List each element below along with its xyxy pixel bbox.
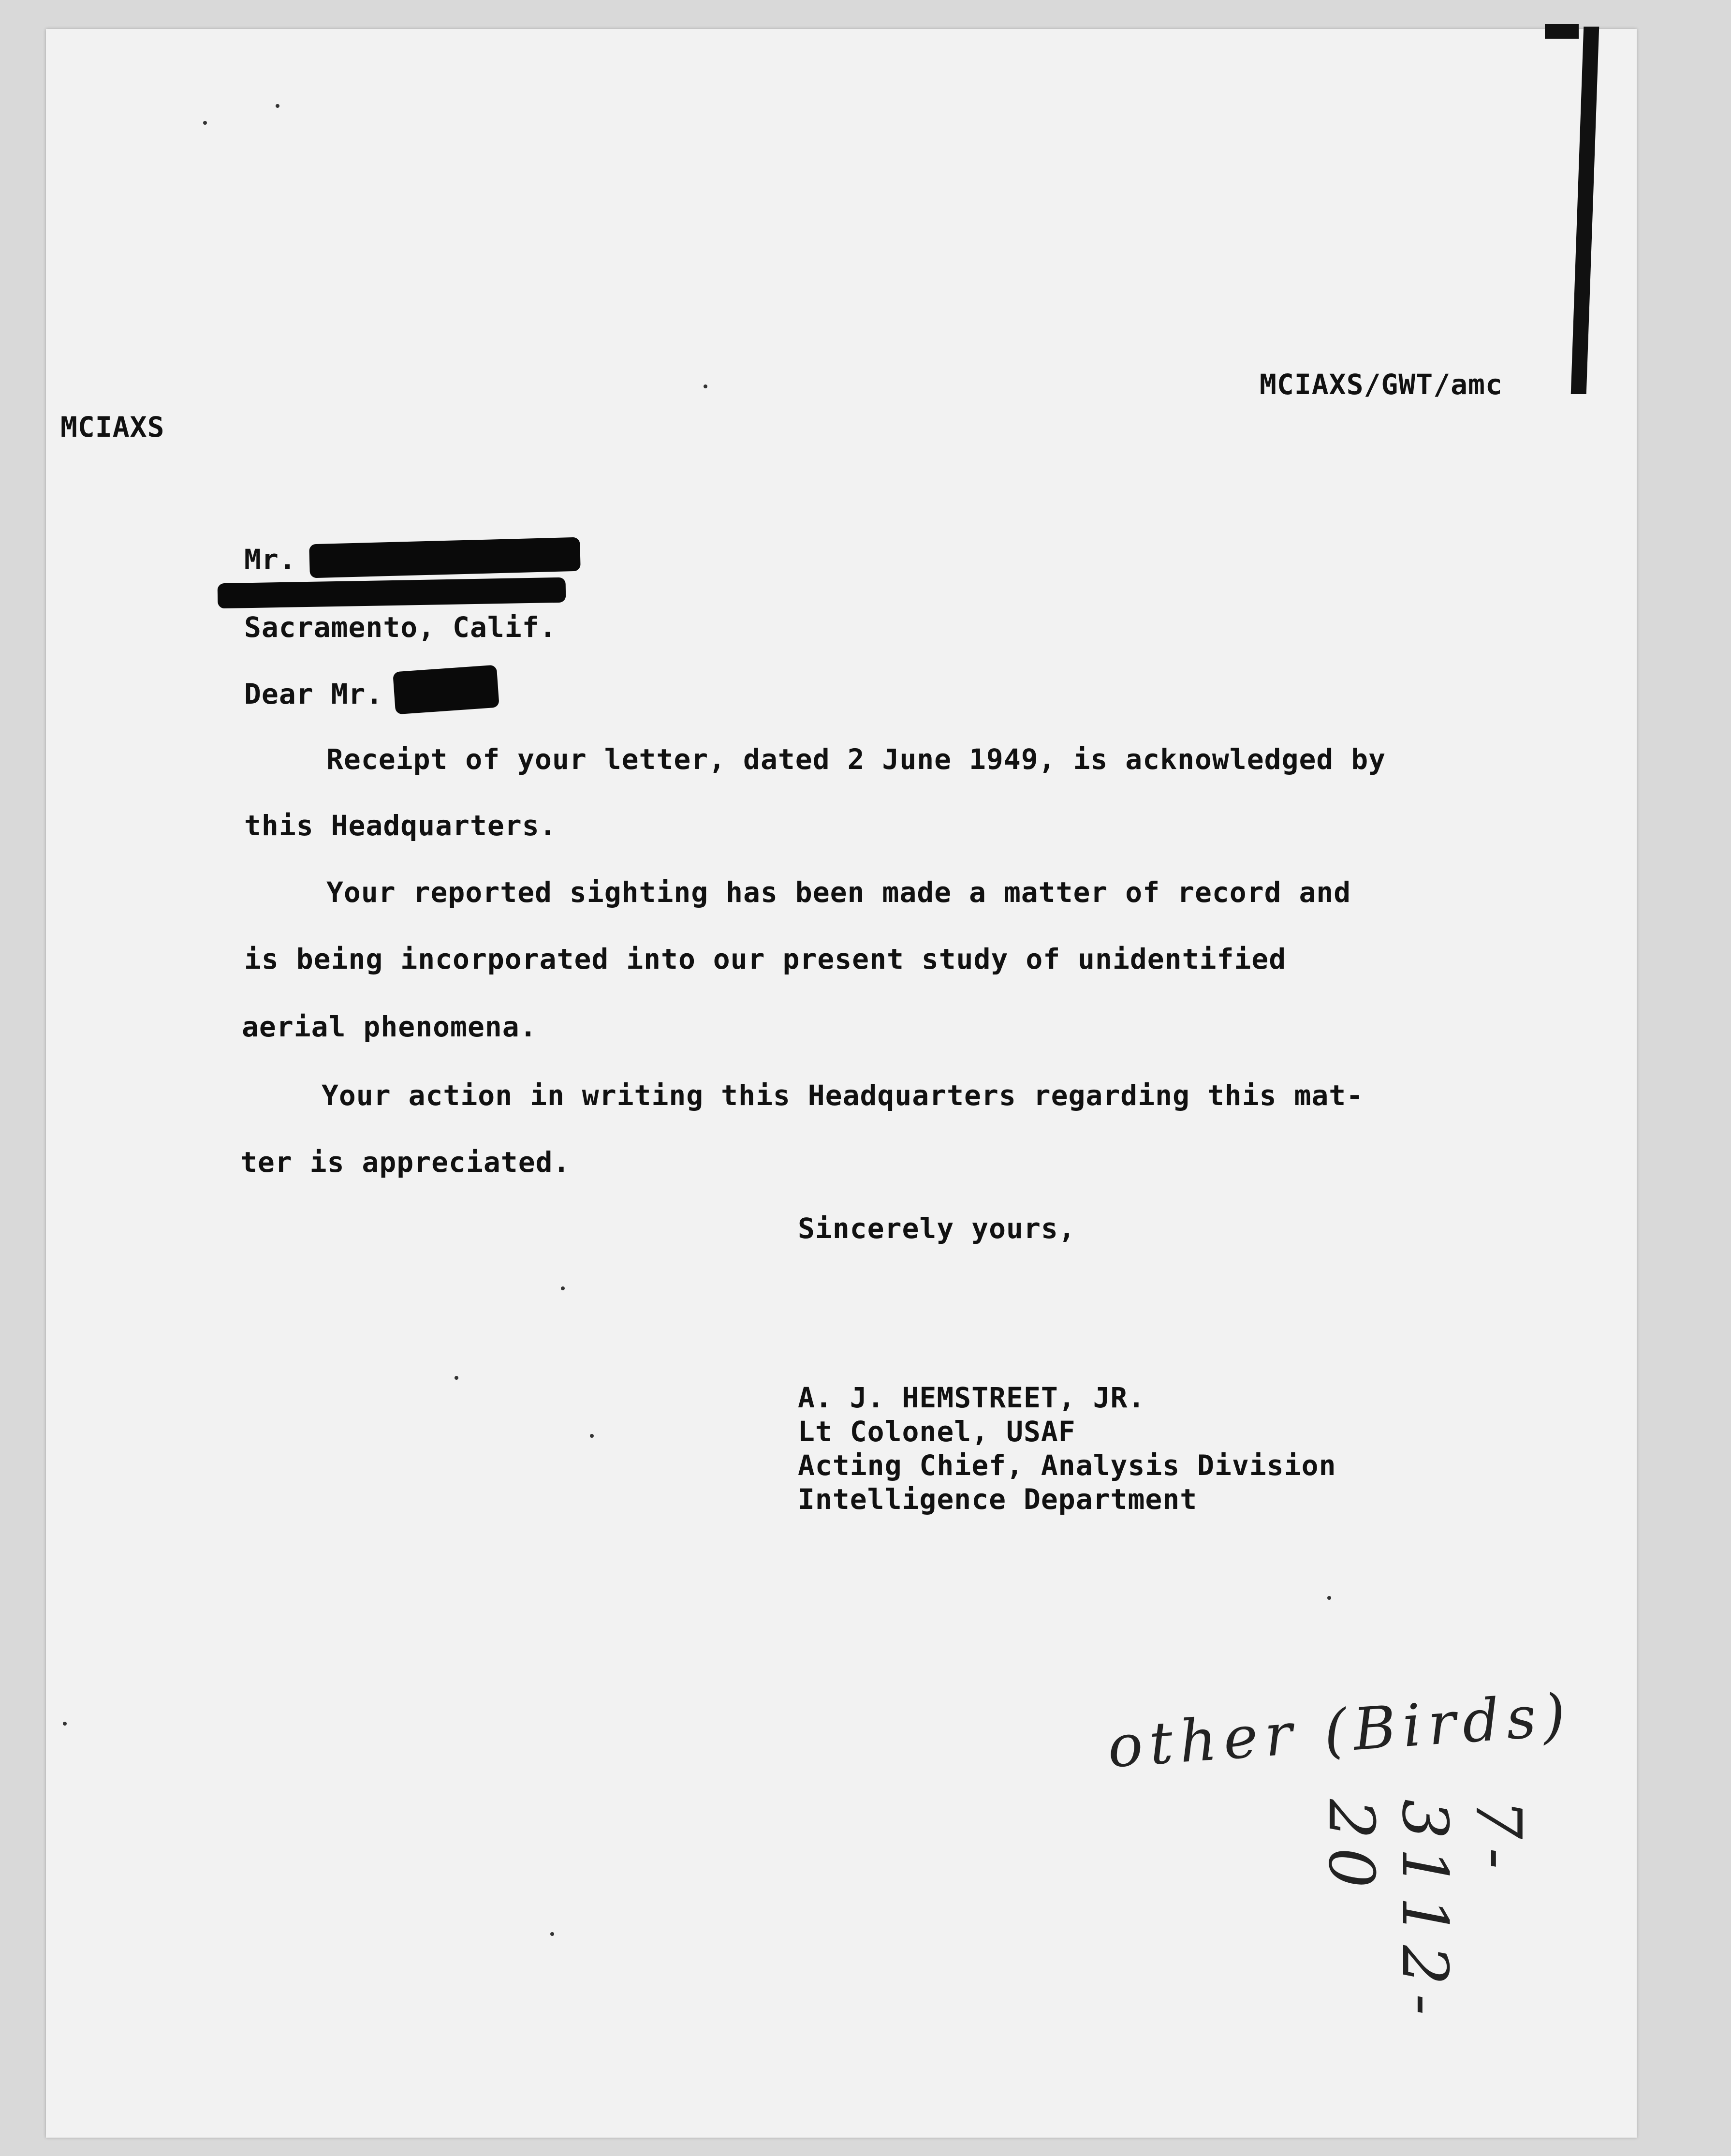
handwritten-file-number: 7-3112-20 <box>1315 1799 1535 2024</box>
reference-code-top-right: MCIAXS/GWT/amc <box>1260 368 1503 401</box>
speck <box>590 1434 594 1438</box>
closing: Sincerely yours, <box>798 1212 1076 1245</box>
greeting: Dear Mr. <box>244 678 383 710</box>
paragraph-2-line-1: Your reported sighting has been made a matter of record and <box>326 876 1351 909</box>
speck <box>455 1376 458 1380</box>
paragraph-1-line-2: this Headquarters. <box>244 809 557 842</box>
signature-title: Acting Chief, Analysis Division <box>798 1449 1336 1482</box>
signature-name: A. J. HEMSTREET, JR. <box>798 1381 1145 1414</box>
speck <box>561 1286 565 1290</box>
redaction-greeting-name <box>393 665 499 715</box>
paragraph-3-line-1: Your action in writing this Headquarters regarding this mat- <box>322 1079 1364 1112</box>
paragraph-2-line-2: is being incorporated into our present study of unidentified <box>244 943 1287 975</box>
speck <box>550 1932 554 1936</box>
speck <box>276 104 279 108</box>
paragraph-1-line-1: Receipt of your letter, dated 2 June 1949, is acknowledged by <box>326 743 1386 776</box>
signature-rank: Lt Colonel, USAF <box>798 1415 1076 1448</box>
paragraph-3-line-2: ter is appreciated. <box>240 1146 571 1179</box>
page-edge-cap <box>1545 24 1579 39</box>
signature-department: Intelligence Department <box>798 1483 1198 1516</box>
speck <box>704 384 707 388</box>
reference-code-left: MCIAXS <box>60 411 165 443</box>
speck <box>203 121 207 125</box>
speck <box>63 1722 67 1726</box>
handwritten-note: other (Birds) <box>1105 1681 1574 1781</box>
redaction-name <box>309 537 581 578</box>
speck <box>1327 1596 1331 1600</box>
addressee-title: Mr. <box>244 543 296 576</box>
paragraph-2-line-3: aerial phenomena. <box>242 1010 537 1043</box>
addressee-city: Sacramento, Calif. <box>244 611 557 644</box>
